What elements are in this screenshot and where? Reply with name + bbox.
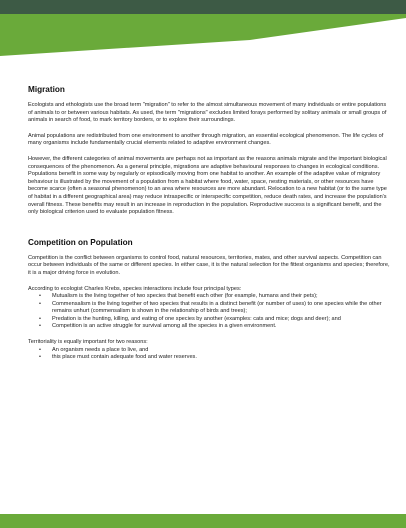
bullet-icon: • [39, 293, 41, 300]
list-item: • An organism needs a place to live, and [39, 346, 149, 353]
list-item: • Predation is the hunting, killing, and eating of one species by another (examples: cats and mice; dogs and deer); and [39, 315, 341, 322]
list-item: • Commensalism is the living together of two species that results in a distinct benefit (or number of uses) to one species while the other remains unhurt (commensalism is shown in the relationship of birds and trees); [39, 300, 382, 315]
competition-heading: Competition on Population [28, 237, 133, 247]
footer-banner [0, 514, 406, 528]
header-banner [0, 0, 406, 56]
migration-paragraph-3: However, the different categories of animal movements are perhaps not as important as the reasons animals migrate and the important biological consequences of the phenomenon. As a general principle, migrations are adaptive behavioural responses to changes in ecological conditions. Populations benefit in some way by regularly or episodically moving from one habitat to another. An example of the adaptive value of migratory behaviour is illustrated by the movement of a population from a habitat where food, water, space, nesting materials, or other resources have become scarce (often a seasonal phenomenon) to an area where resources are more abundant. Relocation to a new habitat (or to the same type of habitat in a different geographical area) may reduce intraspecific or interspecific competition, reduce death rates, and increase the population's overall fitness. These benefits may result in an increase in reproduction in the population. Reproductive success is a significant benefit, and the only biological criterion used to evaluate population fitness. [28, 155, 387, 216]
bullet-icon: • [39, 354, 41, 361]
document-body [28, 84, 390, 362]
krebs-intro: According to ecologist Charles Krebs, species interactions include four principal types: [28, 285, 242, 292]
migration-paragraph-2: Animal populations are redistributed from one environment to another through migration, an essential ecological phenomenon. The life cycles of many organisms include fundamentally crucial elements related to adaptive environment changes. [28, 132, 384, 147]
migration-paragraph-1: Ecologists and ethologists use the broad term "migration" to refer to the almost simultaneous movement of many individuals or entire populations of animals to or between various habitats. As used, the term "migrations" excludes limited forays performed by solitary animals or small groups of animals in search of food, to mark territory borders, or to explore their surroundings. [28, 102, 387, 124]
territoriality-list [28, 347, 390, 362]
bullet-icon: • [39, 300, 41, 307]
territoriality-intro: Territoriality is equally important for two reasons: [28, 339, 148, 346]
list-item: • Mutualism is the living together of two species that benefit each other (for example, humans and their pets); [39, 293, 318, 300]
header-dark-strip [0, 0, 406, 14]
list-item: • this place must contain adequate food and water reserves. [39, 354, 197, 361]
interaction-types-list [28, 293, 390, 331]
list-item: • Competition is an active struggle for survival among all the species in a given environment. [39, 323, 277, 330]
bullet-icon: • [39, 315, 41, 322]
bullet-icon: • [39, 323, 41, 330]
competition-paragraph: Competition is the conflict between organisms to control food, natural resources, territories, mates, and other survival aspects. Competition can occur between individuals of the same or different species. In either case, it is the natural selection for the fittest organisms and species; therefore, it is a major driving force in evolution. [28, 254, 390, 276]
bullet-icon: • [39, 346, 41, 353]
migration-heading: Migration [28, 85, 65, 94]
